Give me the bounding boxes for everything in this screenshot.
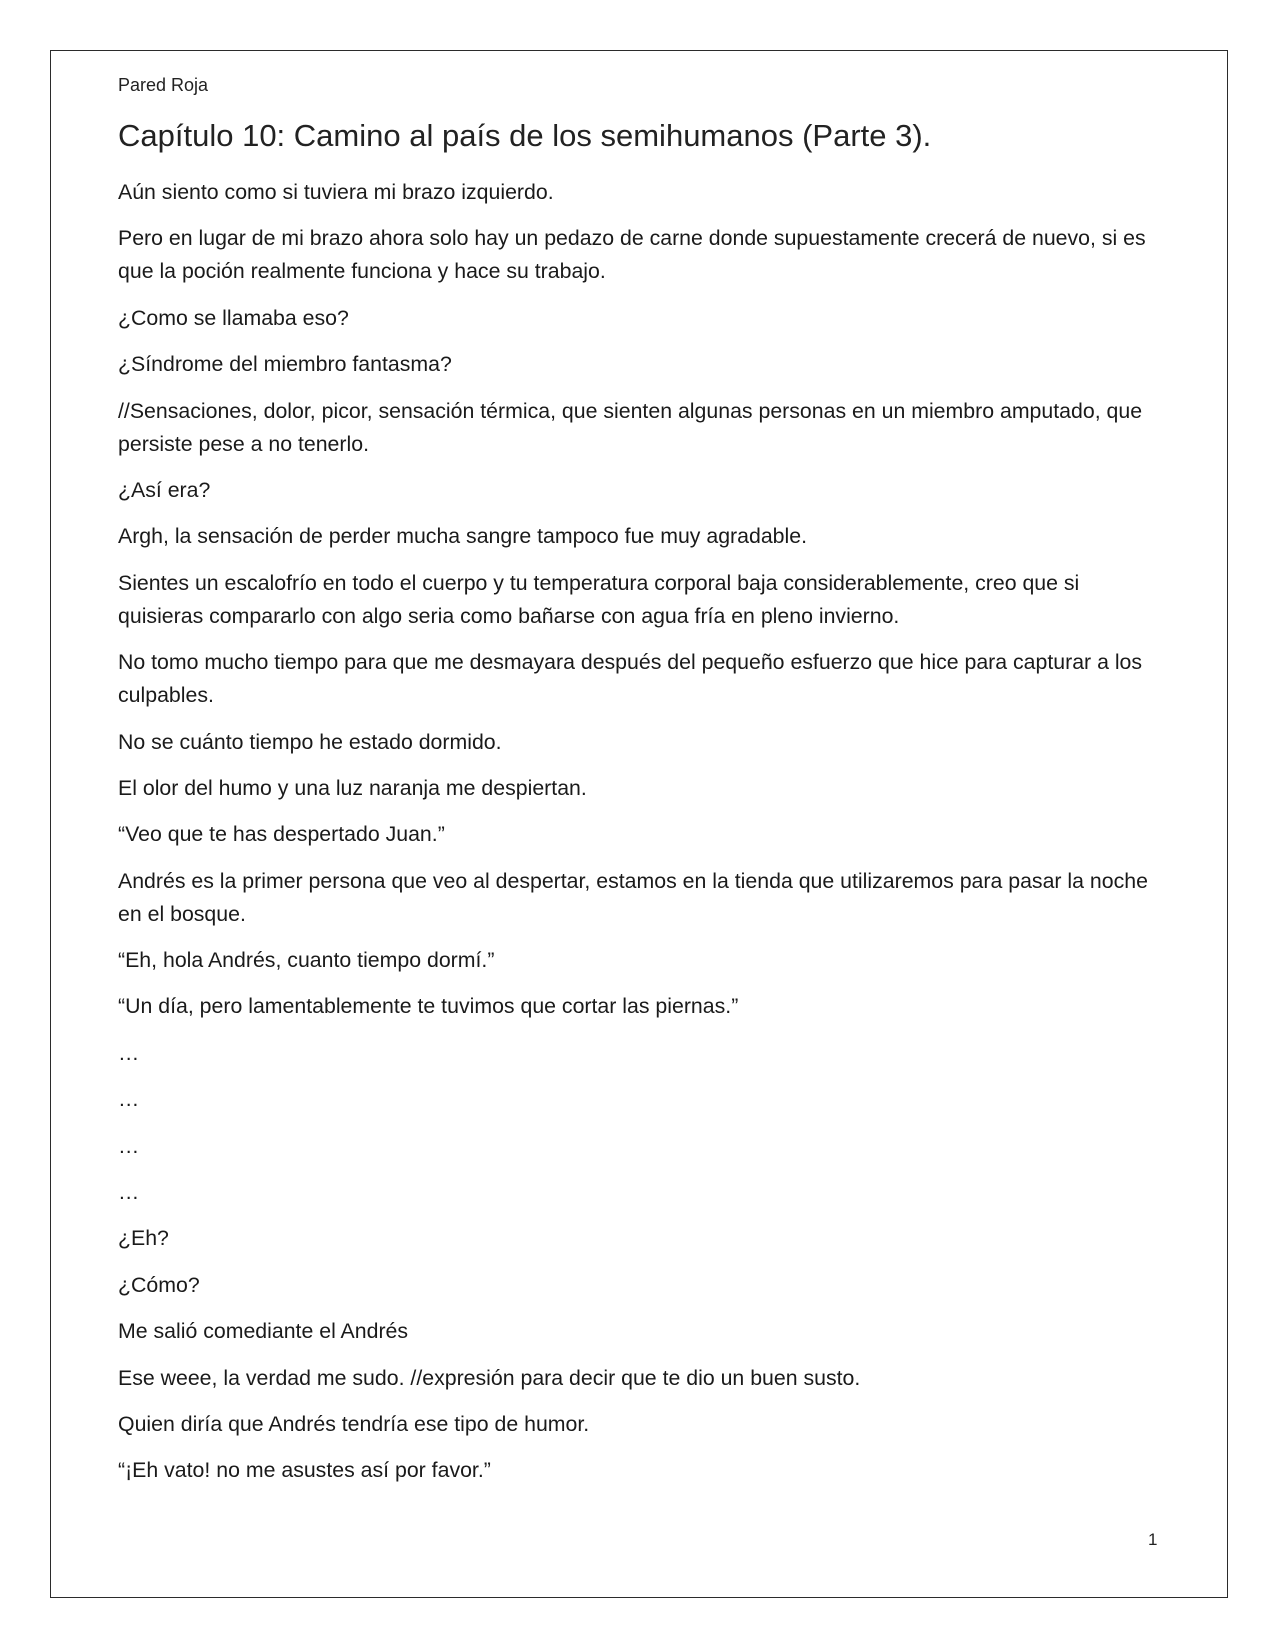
paragraph: ¿Cómo? — [118, 1272, 200, 1297]
paragraph: No tomo mucho tiempo para que me desmayara después del pequeño esfuerzo que hice para capturar a los culpables. — [118, 650, 1143, 708]
ellipsis-line: … — [118, 1087, 140, 1112]
paragraph: Sientes un escalofrío en todo el cuerpo y tu temperatura corporal baja considerablemente, creo que si quisieras compararlo con algo seria como bañarse con agua fría en pleno invierno. — [118, 570, 1080, 628]
paragraph: Argh, la sensación de perder mucha sangre tampoco fue muy agradable. — [118, 524, 808, 549]
paragraph: ¿Como se llamaba eso? — [118, 305, 349, 330]
paragraph: ¿Así era? — [118, 477, 211, 502]
paragraph: Aún siento como si tuviera mi brazo izquierdo. — [118, 180, 554, 204]
dialogue-line: “¡Eh vato! no me asustes así por favor.” — [118, 1458, 491, 1483]
paragraph: ¿Síndrome del miembro fantasma? — [118, 352, 452, 377]
dialogue-line: “Veo que te has despertado Juan.” — [118, 822, 445, 847]
paragraph: Me salió comediante el Andrés — [118, 1319, 409, 1344]
paragraph: El olor del humo y una luz naranja me despiertan. — [118, 775, 587, 800]
running-header: Pared Roja — [118, 75, 209, 95]
paragraph: ¿Eh? — [118, 1226, 169, 1251]
paragraph: Pero en lugar de mi brazo ahora solo hay un pedazo de carne donde supuestamente crecerá de nuevo, si es que la poción realmente funciona y hace su trabajo. — [118, 226, 1146, 284]
ellipsis-line: … — [118, 1040, 140, 1065]
ellipsis-line: … — [118, 1180, 140, 1205]
page-number: 1 — [1148, 1530, 1158, 1549]
ellipsis-line: … — [118, 1133, 140, 1158]
chapter-body — [118, 176, 1158, 1501]
dialogue-line: “Un día, pero lamentablemente te tuvimos que cortar las piernas.” — [118, 994, 739, 1019]
paragraph: No se cuánto tiempo he estado dormido. — [118, 729, 502, 754]
paragraph: Quien diría que Andrés tendría ese tipo de humor. — [118, 1411, 590, 1436]
paragraph: //Sensaciones, dolor, picor, sensación térmica, que sienten algunas personas en un miembro amputado, que persiste pese a no tenerlo. — [118, 398, 1143, 456]
paragraph: Andrés es la primer persona que veo al despertar, estamos en la tienda que utilizaremos para pasar la noche en el bosque. — [118, 868, 1148, 926]
dialogue-line: “Eh, hola Andrés, cuanto tiempo dormí.” — [118, 948, 495, 973]
paragraph: Ese weee, la verdad me sudo. //expresión para decir que te dio un buen susto. — [118, 1365, 861, 1390]
chapter-title: Capítulo 10: Camino al país de los semihumanos (Parte 3). — [118, 118, 932, 153]
